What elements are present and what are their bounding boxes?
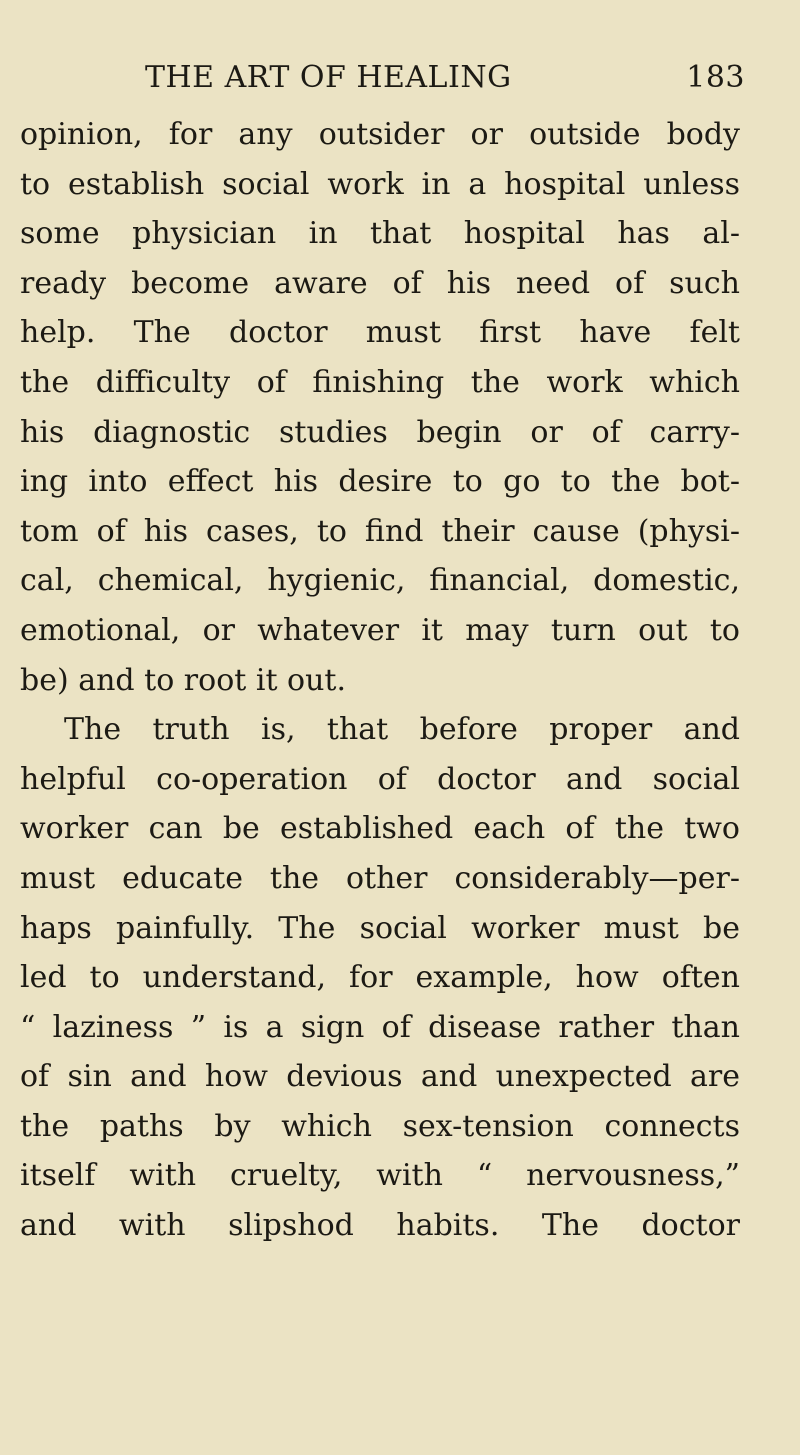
running-title: THE ART OF HEALING bbox=[145, 60, 512, 95]
page-number: 183 bbox=[686, 60, 745, 95]
text-line: must educate the other considerably—per- bbox=[20, 860, 740, 896]
text-line: of sin and how devious and unexpected are bbox=[20, 1059, 740, 1095]
text-line: worker can be established each of the two bbox=[20, 811, 740, 847]
text-line: cal, chemical, hygienic, financial, domestic, bbox=[20, 563, 740, 599]
text-line: tom of his cases, to find their cause (physi- bbox=[20, 513, 740, 549]
text-line: itself with cruelty, with “ nervousness,” bbox=[20, 1158, 740, 1194]
text-line: help. The doctor must first have felt bbox=[20, 315, 740, 351]
text-line: “ laziness ” is a sign of disease rather than bbox=[20, 1009, 740, 1045]
text-line: haps painfully. The social worker must be bbox=[20, 910, 740, 946]
text-line: some physician in that hospital has al- bbox=[20, 216, 740, 252]
paragraph-start-line: The truth is, that before proper and bbox=[64, 712, 740, 748]
text-line: be) and to root it out. bbox=[20, 662, 347, 698]
text-line: the difficulty of finishing the work which bbox=[20, 364, 740, 400]
text-line: his diagnostic studies begin or of carry- bbox=[20, 414, 740, 450]
text-line: helpful co-operation of doctor and social bbox=[20, 761, 740, 797]
text-line: led to understand, for example, how often bbox=[20, 960, 740, 996]
text-line: and with slipshod habits. The doctor bbox=[20, 1208, 740, 1244]
text-line: ing into effect his desire to go to the bot- bbox=[20, 464, 740, 500]
text-line: opinion, for any outsider or outside body bbox=[20, 117, 740, 152]
text-line: ready become aware of his need of such bbox=[20, 265, 740, 301]
running-head bbox=[145, 58, 745, 98]
text-line: to establish social work in a hospital unless bbox=[20, 166, 740, 202]
text-line: the paths by which sex-tension connects bbox=[20, 1108, 740, 1144]
text-line: emotional, or whatever it may turn out to bbox=[20, 612, 740, 648]
body-text bbox=[20, 110, 740, 1251]
